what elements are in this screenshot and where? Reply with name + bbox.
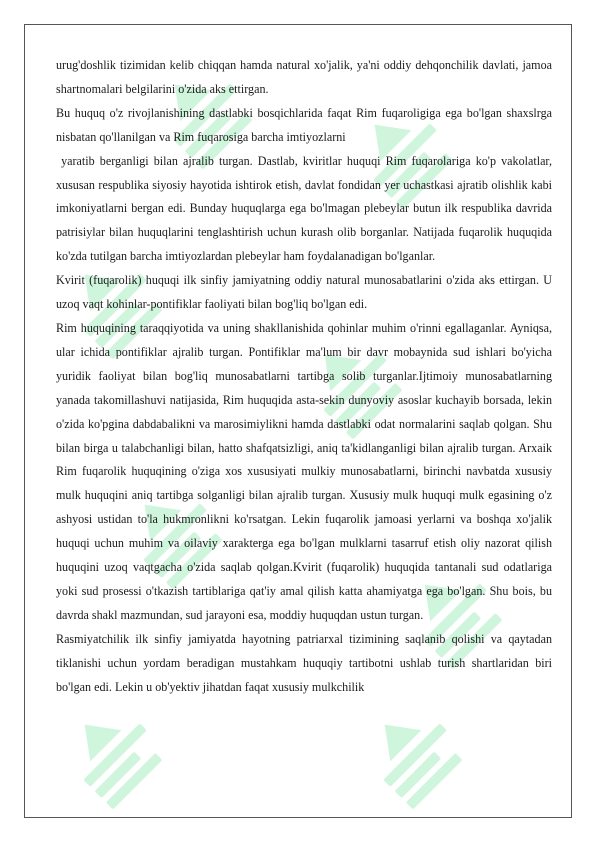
paragraph: yaratib berganligi bilan ajralib turgan. Dastlab, kviritlar huquqi Rim fuqarolariga ko'p vakolatlar, xususan respublika siyosiy hayotida ishtirok etish, davlat fondidan yer uchastkasi ajratib olishlik kabi imkoniyatlarni bergan edi. Bunday huquqlarga ega bo'lmagan plebeylar butun ilk respublika davrida patrisiylar bilan huquqlarini tenglashtirish uchun kurash olib borganlar. Natijada fuqarolik huquqida ko'zda tutilgan barcha imtiyozlardan plebeylar ham foydalanadigan bo'lganlar. [56, 153, 556, 264]
paragraph: urug'doshlik tizimidan kelib chiqqan hamda natural xo'jalik, ya'ni oddiy dehqonchilik davlati, jamoa shartnomalari belgilarini o'zida aks ettirgan. [56, 58, 552, 96]
paragraph: Rim huquqining taraqqiyotida va uning shakllanishida qohinlar muhim o'rinni egallaganlar. Ayniqsa, ular ichida pontifiklar ajralib turgan. Pontifiklar ma'lum bir davr mobaynida sud ishlari bo'yicha yuridik faoliyat bilan bog'liq munosabatlarni tartibga solib turganlar.Ijtimoiy munosabatlarning yanada takomillashuvi natijasida, Rim huquqida asta-sekin dunyoviy asoslar kuchayib borsada, lekin o'zida ko'pgina dabdabalikni va marosimiylikni hamda dastlabki odat normalarini saqlab qolgan. Shu bilan birga u talabchanligi bilan, hatto shafqatsizligi, aniq ta'kidlanganligi bilan ajralib turgan. Arxaik Rim fuqarolik huquqining o'ziga xos xususiyati mulkiy munosabatlarni, birinchi navbatda xususiy mulk huquqini aniq tartibga solganligi bilan ajralib turgan. Xususiy mulk huquqi mulk egasining o'z ashyosi ustidan to'la hukmronlikni ko'rsatgan. Lekin fuqarolik jamoasi yerlarni va boshqa xo'jalik huquqi uchun muhim va oilaviy xarakterga ega bo'lgan mulklarni tasarruf etish oliy nazorat qilish huquqini uzoq vaqtgacha o'zida saqlab qolgan.Kvirit (fuqarolik) huquqida tantanali sud odatlariga yoki sud prosessi o'tkazish tartiblariga qat'iy amal qilish katta ahamiyatga ega bo'lgan. Shu bois, bu davrda shakl mazmundan, sud jarayoni esa, moddiy huquqdan ustun turgan. [56, 320, 552, 622]
paragraph: Rasmiyatchilik ilk sinfiy jamiyatda hayotning patriarxal tizimining saqlanib qolishi va qaytadan tiklanishi uchun yordam beradigan mustahkam huquqiy tartibotni ushlab turish shartlaridan biri bo'lgan edi. Lekin u ob'yektiv jihatdan faqat xususiy mulkchilik [56, 631, 552, 694]
paragraph: Kvirit (fuqarolik) huquqi ilk sinfiy jamiyatning oddiy natural munosabatlarini o'zida aks ettirgan. U uzoq vaqt kohinlar-pontifiklar faoliyati bilan bog'liq bo'lgan edi. [56, 273, 552, 312]
document-body [56, 54, 556, 699]
paragraph: Bu huquq o'z rivojlanishining dastlabki bosqichlarida faqat Rim fuqaroligiga ega bo'lgan shaxslrga nisbatan qo'llanilgan va Rim fuqarosiga barcha imtiyozlarni [56, 105, 552, 144]
